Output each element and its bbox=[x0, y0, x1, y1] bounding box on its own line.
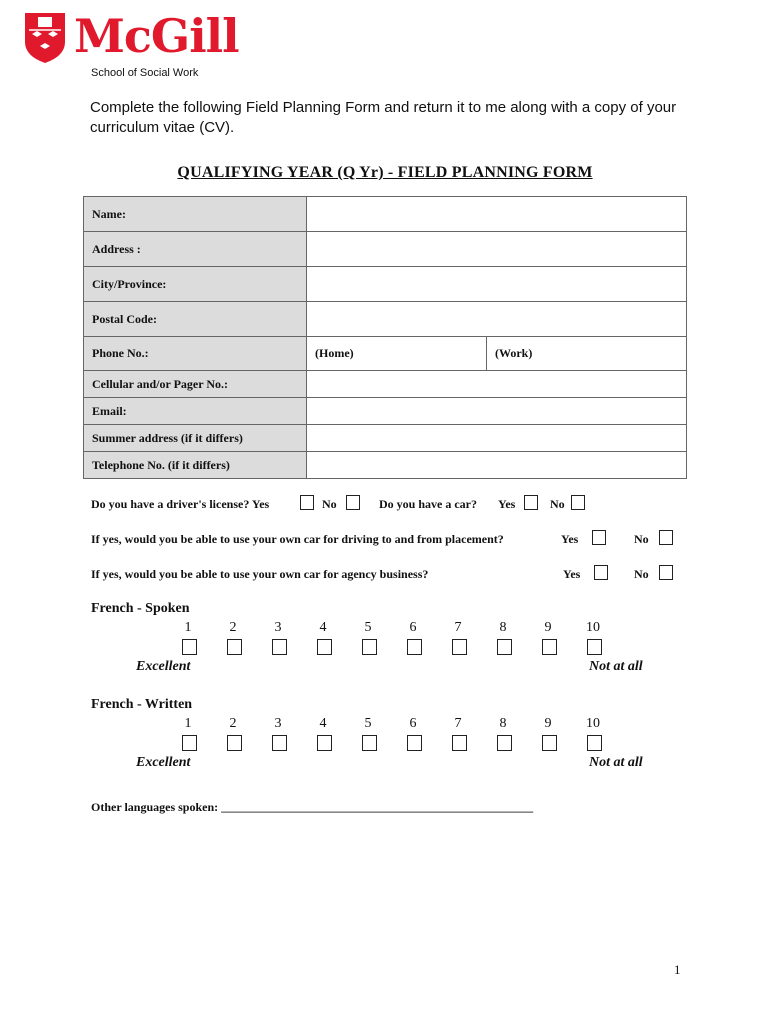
spoken-rating-number-9: 9 bbox=[544, 620, 552, 635]
written-rating-number-1: 1 bbox=[184, 716, 192, 731]
home-phone-field[interactable] bbox=[307, 337, 487, 371]
work-phone-label: (Work) bbox=[495, 346, 533, 360]
spoken-rating-checkbox-4[interactable] bbox=[317, 639, 332, 655]
spoken-rating-number-6: 6 bbox=[409, 620, 417, 635]
mcgill-wordmark: McGill bbox=[74, 9, 239, 63]
spoken-rating-checkbox-7[interactable] bbox=[452, 639, 467, 655]
city-province-field[interactable] bbox=[307, 267, 687, 302]
name-label: Name: bbox=[84, 197, 307, 232]
telephone-label: Telephone No. (if it differs) bbox=[84, 452, 307, 479]
intro-text: Complete the following Field Planning Form and return it to me along with a copy of your curriculum vitae (CV). bbox=[90, 99, 677, 136]
written-rating-checkbox-2[interactable] bbox=[227, 735, 242, 751]
school-name: School of Social Work bbox=[91, 67, 199, 79]
written-rating-number-3: 3 bbox=[274, 716, 282, 731]
phone-label: Phone No.: bbox=[84, 337, 307, 371]
written-rating-number-6: 6 bbox=[409, 716, 417, 731]
placement-no-checkbox[interactable] bbox=[659, 530, 673, 545]
written-rating-number-7: 7 bbox=[454, 716, 462, 731]
telephone-field[interactable] bbox=[307, 452, 687, 479]
written-rating-number-9: 9 bbox=[544, 716, 552, 731]
written-not-at-all-label: Not at all bbox=[589, 755, 643, 770]
license-no-label: No bbox=[322, 497, 337, 511]
placement-yes-label: Yes bbox=[561, 532, 579, 546]
address-label: Address : bbox=[84, 232, 307, 267]
cellular-label: Cellular and/or Pager No.: bbox=[84, 371, 307, 398]
spoken-rating-checkbox-10[interactable] bbox=[587, 639, 602, 655]
written-rating-checkbox-4[interactable] bbox=[317, 735, 332, 751]
spoken-rating-number-3: 3 bbox=[274, 620, 282, 635]
spoken-rating-number-10: 10 bbox=[586, 620, 600, 635]
written-rating-checkbox-5[interactable] bbox=[362, 735, 377, 751]
form-title: QUALIFYING YEAR (Q Yr) - FIELD PLANNING FORM bbox=[177, 164, 593, 181]
placement-yes-checkbox[interactable] bbox=[592, 530, 606, 545]
spoken-rating-number-5: 5 bbox=[364, 620, 372, 635]
car-question: Do you have a car? bbox=[379, 497, 477, 511]
agency-yes-label: Yes bbox=[563, 567, 581, 581]
spoken-rating-checkbox-1[interactable] bbox=[182, 639, 197, 655]
license-yes-checkbox[interactable] bbox=[300, 495, 314, 510]
home-phone-label: (Home) bbox=[315, 346, 354, 360]
work-phone-field[interactable] bbox=[487, 337, 687, 371]
spoken-rating-number-8: 8 bbox=[499, 620, 507, 635]
written-excellent-label: Excellent bbox=[136, 755, 191, 770]
other-languages-line[interactable]: Other languages spoken: ____________________________________________________ bbox=[91, 800, 534, 814]
spoken-rating-checkbox-9[interactable] bbox=[542, 639, 557, 655]
postal-code-field[interactable] bbox=[307, 302, 687, 337]
spoken-rating-number-4: 4 bbox=[319, 620, 327, 635]
written-rating-checkbox-1[interactable] bbox=[182, 735, 197, 751]
summer-address-label: Summer address (if it differs) bbox=[84, 425, 307, 452]
agency-no-label: No bbox=[634, 567, 649, 581]
spoken-rating-checkbox-3[interactable] bbox=[272, 639, 287, 655]
spoken-rating-number-7: 7 bbox=[454, 620, 462, 635]
car-yes-label: Yes bbox=[498, 497, 516, 511]
written-rating-checkbox-3[interactable] bbox=[272, 735, 287, 751]
written-rating-checkbox-7[interactable] bbox=[452, 735, 467, 751]
written-rating-number-2: 2 bbox=[229, 716, 237, 731]
agency-yes-checkbox[interactable] bbox=[594, 565, 608, 580]
agency-question: If yes, would you be able to use your own car for agency business? bbox=[91, 567, 429, 581]
spoken-rating-checkbox-6[interactable] bbox=[407, 639, 422, 655]
written-rating-checkbox-6[interactable] bbox=[407, 735, 422, 751]
license-no-checkbox[interactable] bbox=[346, 495, 360, 510]
written-rating-number-10: 10 bbox=[586, 716, 600, 731]
written-rating-number-5: 5 bbox=[364, 716, 372, 731]
mcgill-shield-logo bbox=[24, 12, 66, 64]
spoken-not-at-all-label: Not at all bbox=[589, 659, 643, 674]
car-yes-checkbox[interactable] bbox=[524, 495, 538, 510]
page-number: 1 bbox=[674, 962, 681, 977]
spoken-rating-checkbox-5[interactable] bbox=[362, 639, 377, 655]
spoken-rating-number-1: 1 bbox=[184, 620, 192, 635]
written-rating-number-4: 4 bbox=[319, 716, 327, 731]
placement-question: If yes, would you be able to use your own car for driving to and from placement? bbox=[91, 532, 504, 546]
written-rating-checkbox-10[interactable] bbox=[587, 735, 602, 751]
license-question: Do you have a driver's license? Yes bbox=[91, 497, 270, 511]
spoken-excellent-label: Excellent bbox=[136, 659, 191, 674]
french-spoken-title: French - Spoken bbox=[91, 601, 190, 616]
summer-address-field[interactable] bbox=[307, 425, 687, 452]
written-rating-checkbox-8[interactable] bbox=[497, 735, 512, 751]
french-written-title: French - Written bbox=[91, 697, 193, 712]
placement-no-label: No bbox=[634, 532, 649, 546]
spoken-rating-checkbox-2[interactable] bbox=[227, 639, 242, 655]
agency-no-checkbox[interactable] bbox=[659, 565, 673, 580]
contact-info-table bbox=[83, 196, 687, 479]
written-rating-number-8: 8 bbox=[499, 716, 507, 731]
postal-code-label: Postal Code: bbox=[84, 302, 307, 337]
spoken-rating-checkbox-8[interactable] bbox=[497, 639, 512, 655]
car-no-checkbox[interactable] bbox=[571, 495, 585, 510]
spoken-rating-number-2: 2 bbox=[229, 620, 237, 635]
city-province-label: City/Province: bbox=[84, 267, 307, 302]
email-label: Email: bbox=[84, 398, 307, 425]
email-field[interactable] bbox=[307, 398, 687, 425]
written-rating-checkbox-9[interactable] bbox=[542, 735, 557, 751]
car-no-label: No bbox=[550, 497, 565, 511]
name-field[interactable] bbox=[307, 197, 687, 232]
address-field[interactable] bbox=[307, 232, 687, 267]
cellular-field[interactable] bbox=[307, 371, 687, 398]
